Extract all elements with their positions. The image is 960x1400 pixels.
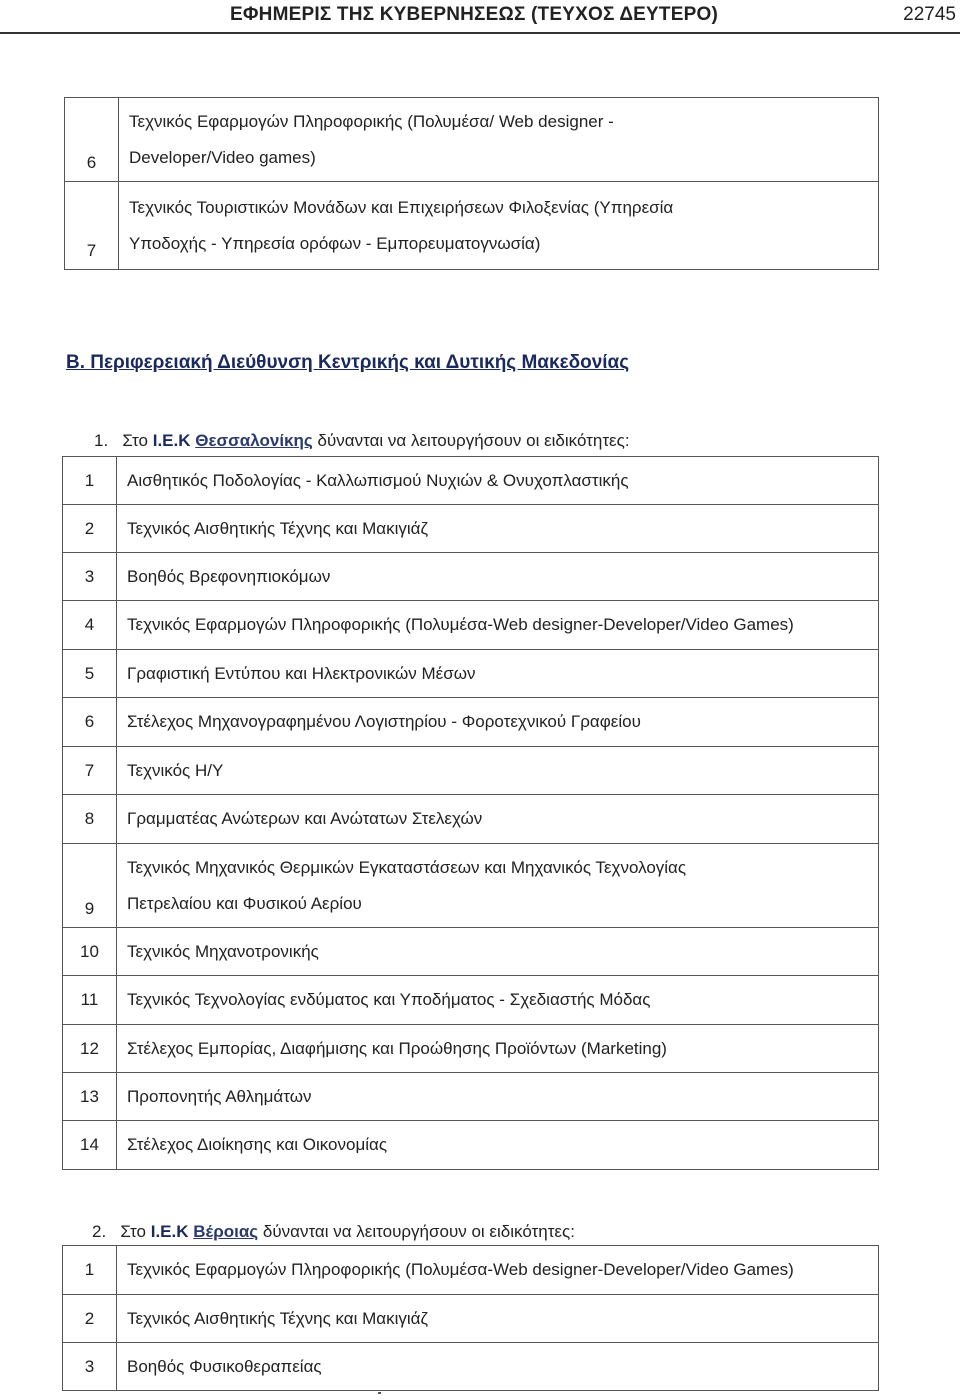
table-row — [63, 1121, 879, 1170]
row-number: 3 — [63, 1343, 117, 1391]
table-row — [63, 457, 879, 505]
specialty-name: Γραμματέας Ανώτερων και Ανώτατων Στελεχών — [117, 795, 879, 844]
table-row — [63, 976, 879, 1025]
row-number: 10 — [63, 928, 117, 976]
specialty-name: Τεχνικός Αισθητικής Τέχνης και Μακιγιάζ — [117, 505, 879, 553]
row-number: 1 — [63, 1246, 117, 1295]
table-row — [63, 1295, 879, 1343]
row-number: 7 — [65, 182, 119, 270]
table-row — [63, 553, 879, 601]
table-row — [63, 928, 879, 976]
specialty-name — [117, 844, 879, 928]
page-number: 22745 — [903, 4, 956, 25]
table-row — [63, 1343, 879, 1391]
row-number: 2 — [63, 1295, 117, 1343]
row-number: 7 — [63, 747, 117, 795]
row-number: 6 — [63, 698, 117, 747]
table-row — [63, 795, 879, 844]
specialty-name: Αισθητικός Ποδολογίας - Καλλωπισμού Νυχιών & Ονυχοπλαστικής — [117, 457, 879, 505]
continued-specialties-table — [64, 97, 879, 270]
specialty-name-line: Πετρελαίου και Φυσικού Αερίου — [127, 893, 362, 913]
row-number: 3 — [63, 553, 117, 601]
specialty-name: Τεχνικός Τεχνολογίας ενδύματος και Υποδήματος - Σχεδιαστής Μόδας — [117, 976, 879, 1025]
table-row — [63, 1025, 879, 1073]
specialty-name-line: Τεχνικός Τουριστικών Μονάδων και Επιχειρήσεων Φιλοξενίας (Υπηρεσία — [129, 197, 674, 217]
table-row — [63, 505, 879, 553]
journal-title: ΕΦΗΜΕΡΙΣ ΤΗΣ ΚΥΒΕΡΝΗΣΕΩΣ (ΤΕΥΧΟΣ ΔΕΥΤΕΡΟ) — [230, 4, 718, 25]
specialty-name — [119, 98, 879, 182]
row-number: 8 — [63, 795, 117, 844]
city-name: Θεσσαλονίκης — [195, 431, 313, 450]
section-heading: Β. Περιφερειακή Διεύθυνση Κεντρικής και Δυτικής Μακεδονίας — [66, 352, 630, 373]
veroia-specialties-table — [62, 1245, 879, 1391]
specialty-name-line: Developer/Video games) — [129, 147, 316, 167]
row-number: 13 — [63, 1073, 117, 1121]
table-row — [63, 747, 879, 795]
row-number: 11 — [63, 976, 117, 1025]
specialty-name — [119, 182, 879, 270]
row-number: 2 — [63, 505, 117, 553]
thessaloniki-specialties-table — [62, 456, 879, 1170]
city-name: Βέροιας — [193, 1222, 259, 1241]
specialty-name: Στέλεχος Μηχανογραφημένου Λογιστηρίου - Φοροτεχνικού Γραφείου — [117, 698, 879, 747]
subsection-heading — [94, 431, 630, 451]
table-row — [63, 650, 879, 698]
table-row — [63, 1246, 879, 1295]
table-row — [65, 182, 879, 270]
specialty-name: Τεχνικός Μηχανοτρονικής — [117, 928, 879, 976]
row-number: 6 — [65, 98, 119, 182]
school-name: Ι.Ε.Κ — [150, 1222, 189, 1241]
subsection-heading — [92, 1222, 575, 1242]
subsection-number: 2. — [92, 1222, 107, 1241]
table-row — [65, 98, 879, 182]
specialty-name: Τεχνικός Εφαρμογών Πληροφορικής (Πολυμέσα-Web designer-Developer/Video Games) — [117, 601, 879, 650]
row-number: 9 — [63, 844, 117, 928]
row-number: 4 — [63, 601, 117, 650]
row-number: 5 — [63, 650, 117, 698]
specialty-name-line: Τεχνικός Εφαρμογών Πληροφορικής (Πολυμέσα/ Web designer - — [129, 111, 614, 131]
scan-speck — [378, 1392, 381, 1394]
row-number: 12 — [63, 1025, 117, 1073]
specialty-name: Στέλεχος Εμπορίας, Διαφήμισης και Προώθησης Προϊόντων (Marketing) — [117, 1025, 879, 1073]
subsection-number: 1. — [94, 431, 109, 450]
specialty-name: Στέλεχος Διοίκησης και Οικονομίας — [117, 1121, 879, 1170]
specialty-name: Τεχνικός Εφαρμογών Πληροφορικής (Πολυμέσα-Web designer-Developer/Video Games) — [117, 1246, 879, 1295]
specialty-name-line: Υποδοχής - Υπηρεσία ορόφων - Εμπορευματογνωσία) — [129, 233, 541, 253]
table-row — [63, 1073, 879, 1121]
table-row — [63, 601, 879, 650]
table-row — [63, 698, 879, 747]
specialty-name: Τεχνικός Η/Υ — [117, 747, 879, 795]
specialty-name-line: Τεχνικός Μηχανικός Θερμικών Εγκαταστάσεων και Μηχανικός Τεχνολογίας — [127, 857, 687, 877]
specialty-name: Προπονητής Αθλημάτων — [117, 1073, 879, 1121]
running-head — [0, 0, 960, 34]
table-row — [63, 844, 879, 928]
subsection-suffix: δύνανται να λειτουργήσουν οι ειδικότητες: — [262, 1222, 575, 1241]
specialty-name: Βοηθός Φυσικοθεραπείας — [117, 1343, 879, 1391]
school-name: Ι.Ε.Κ — [152, 431, 191, 450]
row-number: 1 — [63, 457, 117, 505]
specialty-name: Βοηθός Βρεφονηπιοκόμων — [117, 553, 879, 601]
row-number: 14 — [63, 1121, 117, 1170]
specialty-name: Γραφιστική Εντύπου και Ηλεκτρονικών Μέσων — [117, 650, 879, 698]
subsection-prefix: Στο — [122, 431, 148, 450]
specialty-name: Τεχνικός Αισθητικής Τέχνης και Μακιγιάζ — [117, 1295, 879, 1343]
subsection-suffix: δύνανται να λειτουργήσουν οι ειδικότητες: — [317, 431, 630, 450]
subsection-prefix: Στο — [120, 1222, 146, 1241]
